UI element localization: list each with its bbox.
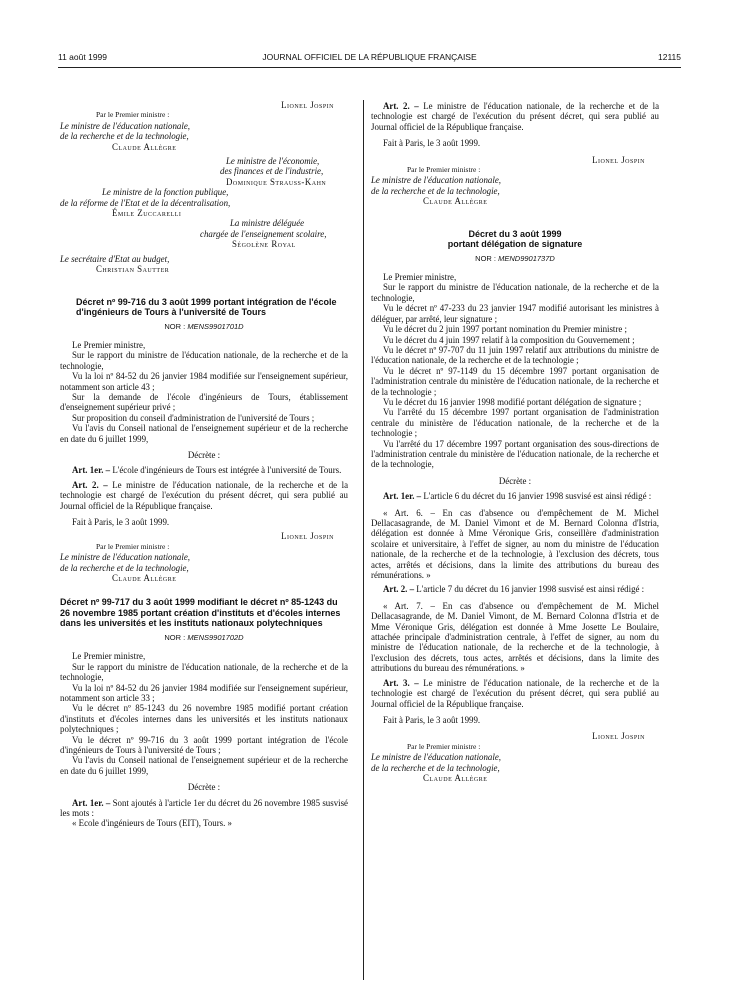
- decree-3-visa-arrete-15: Vu l'arrêté du 15 décembre 1997 portant organisation de l'administration centrale du ministère de l'éducation nationale, de la recherche et de la technologie ;: [371, 407, 659, 439]
- decree-1-par-pm: Par le Premier ministre :: [96, 541, 170, 551]
- decree-2-visa-loi: Vu la loi nº 84-52 du 26 janvier 1984 modifiée sur l'enseignement supérieur, notamment son article 33 ;: [60, 682, 348, 703]
- left-column: [60, 100, 348, 829]
- decree-3-par-pm: Par le Premier ministre :: [407, 741, 481, 751]
- decree-3-decrete: Décrète :: [498, 475, 532, 486]
- decree-3-visa-97-1149: Vu le décret nº 97-1149 du 15 décembre 1997 portant organisation de l'administration centrale du ministère de l'éducation nationale, de la recherche et de la technologie ;: [371, 365, 659, 397]
- decree-2-article-1: Art. 1er. – Sont ajoutés à l'article 1er du décret du 26 novembre 1985 susvisé les mots :: [60, 797, 348, 819]
- minister-economy-line1: Le ministre de l'économie,: [226, 156, 320, 167]
- header-page-number: 12115: [657, 52, 681, 62]
- decree-3-fait: Fait à Paris, le 3 août 1999.: [383, 714, 481, 725]
- decree-2-signature-pm: Lionel Jospin: [592, 154, 645, 165]
- decree-1-visa-loi: Vu la loi nº 84-52 du 26 janvier 1984 modifiée sur l'enseignement supérieur, notamment son article 43 ;: [60, 371, 348, 392]
- decree-1-visa-demande: Sur la demande de l'école d'ingénieurs de Tours, établissement d'enseignement supérieur privé ;: [60, 391, 348, 413]
- header-date: 11 août 1999: [58, 52, 107, 62]
- decree-2-article-1-quote: « Ecole d'ingénieurs de Tours (EIT), Tours. »: [72, 818, 232, 829]
- decree-1-nor: NOR : MENS9901701D: [164, 321, 244, 331]
- decree-3-visa-nomination: Vu le décret du 2 juin 1997 portant nomination du Premier ministre ;: [383, 324, 627, 335]
- decree-2-decrete: Décrète :: [187, 782, 221, 793]
- decree-1-title: Décret nº 99-716 du 3 août 1999 portant intégration de l'école d'ingénieurs de Tours à l'université de Tours: [76, 296, 337, 317]
- decree-3-signature-allegre: Claude Allègre: [423, 772, 488, 783]
- decree-1-minister-line2: de la recherche et de la technologie,: [60, 562, 189, 573]
- minister-fonction-publique-line1: Le ministre de la fonction publique,: [102, 187, 229, 198]
- decree-3-visa-1998: Vu le décret du 16 janvier 1998 modifié portant délégation de signature ;: [383, 396, 642, 407]
- par-premier-ministre: Par le Premier ministre :: [96, 110, 170, 120]
- decree-3-article-3: Art. 3. – Le ministre de l'éducation nationale, de la recherche et de la technologie est chargé de l'exécution du présent décret, qui sera publié au Journal officiel de la République française.: [371, 677, 660, 709]
- decree-3-article-2: Art. 2. – L'article 7 du décret du 16 janvier 1998 susvisé est ainsi rédigé :: [383, 584, 645, 595]
- decree-1-signature-allegre: Claude Allègre: [112, 573, 177, 584]
- minister-education-line1: Le ministre de l'éducation nationale,: [60, 120, 190, 131]
- decree-3-premier-ministre: Le Premier ministre,: [383, 272, 457, 283]
- decree-1-visa-rapport: Sur le rapport du ministre de l'éducation nationale, de la recherche et de la technologie,: [60, 350, 348, 371]
- decree-3-visa-composition: Vu le décret du 4 juin 1997 relatif à la composition du Gouvernement ;: [383, 334, 635, 345]
- decree-3-visa-arrete-17: Vu l'arrêté du 17 décembre 1997 portant organisation des sous-directions de l'administration centrale du ministère de l'éducation nationale, de la recherche et de la technologie,: [371, 438, 659, 470]
- minister-delegate-line1: La ministre déléguée: [230, 218, 305, 229]
- column-divider: [363, 100, 364, 980]
- decree-3-minister-line2: de la recherche et de la technologie,: [371, 762, 500, 773]
- signature-allegre: Claude Allègre: [112, 141, 177, 152]
- decree-2-par-pm: Par le Premier ministre :: [407, 165, 481, 175]
- decree-1-article-1: Art. 1er. – L'école d'ingénieurs de Tours est intégrée à l'université de Tours.: [72, 465, 342, 476]
- decree-2-signature-allegre: Claude Allègre: [423, 196, 488, 207]
- minister-fonction-publique-line2: de la réforme de l'Etat et de la décentralisation,: [60, 197, 231, 208]
- decree-1-minister-line1: Le ministre de l'éducation nationale,: [60, 552, 190, 563]
- decree-2-visa-rapport: Sur le rapport du ministre de l'éducation nationale, de la recherche et de la technologie,: [60, 661, 348, 683]
- signature-strauss-kahn: Dominique Strauss-Kahn: [226, 176, 327, 187]
- minister-education-line2: de la recherche et de la technologie,: [60, 131, 189, 142]
- signature-zuccarelli: Émile Zuccarelli: [112, 208, 182, 219]
- decree-2-nor: NOR : MENS9901702D: [164, 632, 244, 642]
- decree-1-fait: Fait à Paris, le 3 août 1999.: [72, 517, 170, 527]
- decree-3-signature-pm: Lionel Jospin: [592, 731, 645, 742]
- page-header: [58, 52, 681, 66]
- header-journal-title: JOURNAL OFFICIEL DE LA RÉPUBLIQUE FRANÇAISE: [262, 52, 477, 62]
- decree-2-title: Décret nº 99-717 du 3 août 1999 modifiant le décret nº 85-1243 du 26 novembre 1985 portant création d'instituts et d'écoles internes dans les universités et les instituts nationaux polytechniques: [60, 597, 341, 629]
- minister-economy-line2: des finances et de l'industrie,: [220, 166, 324, 177]
- decree-3-article-1-quote: « Art. 6. – En cas d'absence ou d'empêchement de M. Michel Dellacasagrande, de M. Daniel Vimont et de M. Bernard Colonna d'Istria, délégation est donnée à Mme Véronique Gris, conseillère d'administration scolaire et universitaire, à l'effet de signer, au nom du ministre de l'éducation nationale, de la recherche et de la technologie, à l'exclusion des décrets, tous actes, arrêtés et décisions, dans la limite des attributions du bureau des rémunérations. »: [371, 507, 659, 581]
- header-rule: [58, 67, 681, 68]
- signature-sautter: Christian Sautter: [96, 264, 170, 275]
- minister-delegate-line2: chargée de l'enseignement scolaire,: [200, 228, 327, 239]
- decree-2-visa-avis: Vu l'avis du Conseil national de l'enseignement supérieur et de la recherche en date du 6 juillet 1999,: [60, 755, 348, 776]
- decree-2-premier-ministre: Le Premier ministre,: [72, 651, 146, 662]
- decree-3-title-line2: portant délégation de signature: [447, 239, 583, 250]
- decree-2-minister-line1: Le ministre de l'éducation nationale,: [371, 175, 501, 186]
- decree-1-decrete: Décrète :: [187, 449, 221, 460]
- decree-3-title-line1: Décret du 3 août 1999: [468, 228, 562, 239]
- decree-3-visa-1947: Vu le décret nº 47-233 du 23 janvier 1947 modifié autorisant les ministres à déléguer, par arrêté, leur signature ;: [371, 303, 659, 324]
- signature-royal: Ségolène Royal: [232, 239, 296, 250]
- decree-1-premier-ministre: Le Premier ministre,: [72, 339, 146, 350]
- right-column: [371, 101, 659, 783]
- decree-3-article-2-quote: « Art. 7. – En cas d'absence ou d'empêchement de M. Michel Dellacasagrande, de M. Daniel Vimont, de M. Bernard Colonna d'Istria et de Mme Véronique Gris, délégation est donnée à Mme Josette Le Boulaire, attachée principale d'administration centrale, à l'effet de signer, au nom du ministre de l'éducation nationale, de la recherche et de la technologie, à l'exclusion des décrets, tous actes, arrêtés et décisions, dans la limite des attributions du bureau des rémunérations. »: [371, 600, 659, 674]
- decree-1-visa-proposition: Sur proposition du conseil d'administration de l'université de Tours ;: [72, 412, 315, 423]
- decree-2-visa-decret-99-716: Vu le décret nº 99-716 du 3 août 1999 portant intégration de l'école d'ingénieurs de Tours à l'université de Tours ;: [60, 734, 348, 755]
- decree-2-article-2: Art. 2. – Le ministre de l'éducation nationale, de la recherche et de la technologie est chargé de l'exécution du présent décret, qui sera publié au Journal officiel de la République française.: [371, 101, 660, 132]
- decree-3-article-1: Art. 1er. – L'article 6 du décret du 16 janvier 1998 susvisé est ainsi rédigé :: [383, 491, 652, 502]
- signature-prime-minister: Lionel Jospin: [281, 100, 334, 110]
- decree-1-article-2: Art. 2. – Le ministre de l'éducation nationale, de la recherche et de la technologie est chargé de l'exécution du présent décret, qui sera publié au Journal officiel de la République française.: [60, 479, 349, 511]
- decree-1-signature-pm: Lionel Jospin: [281, 531, 334, 542]
- decree-2-minister-line2: de la recherche et de la technologie,: [371, 185, 500, 196]
- decree-3-minister-line1: Le ministre de l'éducation nationale,: [371, 752, 501, 763]
- decree-3-visa-97-707: Vu le décret nº 97-707 du 11 juin 1997 relatif aux attributions du ministre de l'éducation nationale, de la recherche et de la technologie ;: [371, 344, 659, 366]
- decree-3-visa-rapport: Sur le rapport du ministre de l'éducation nationale, de la recherche et de la technologie,: [371, 282, 659, 303]
- decree-2-visa-decret-1985: Vu le décret nº 85-1243 du 26 novembre 1985 modifié portant création d'instituts et d'écoles internes dans les universités et les instituts nationaux polytechniques ;: [60, 703, 348, 735]
- decree-2-fait: Fait à Paris, le 3 août 1999.: [383, 138, 481, 149]
- decree-1-visa-avis: Vu l'avis du Conseil national de l'enseignement supérieur et de la recherche en date du 6 juillet 1999,: [60, 423, 348, 444]
- secretary-budget: Le secrétaire d'Etat au budget,: [60, 253, 170, 264]
- decree-3-nor: NOR : MEND9901737D: [475, 253, 555, 263]
